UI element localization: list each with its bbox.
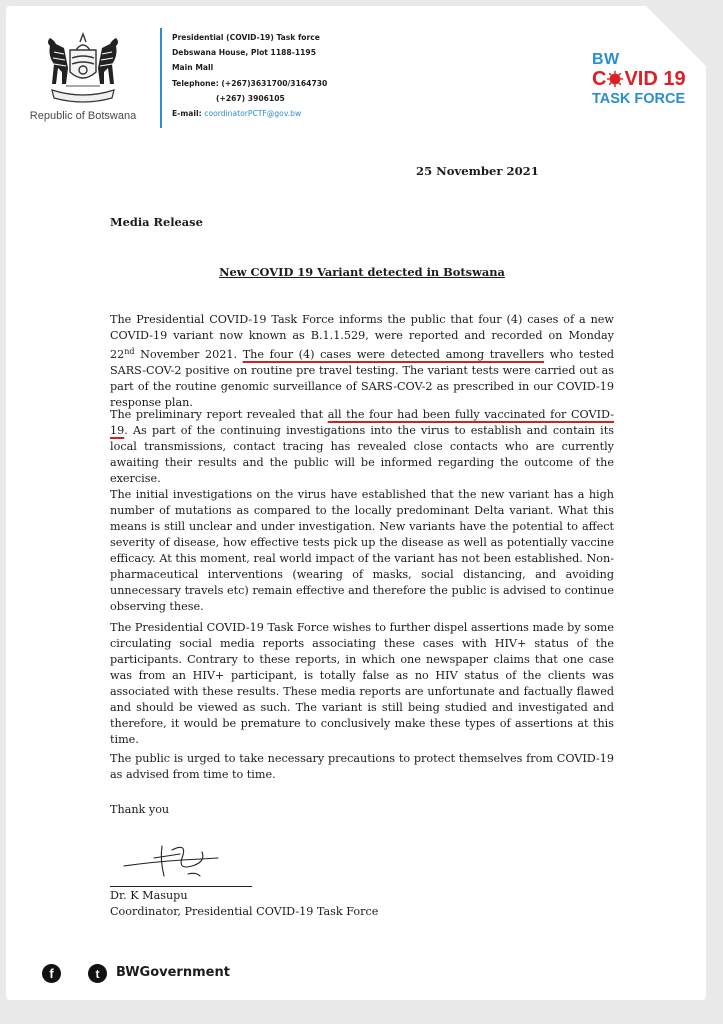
logo-covid-text <box>592 69 708 89</box>
paragraph-2 <box>110 407 614 487</box>
paragraph-1 <box>110 312 614 411</box>
contact-line-mall: Main Mall <box>172 63 214 73</box>
paragraph-5: The public is urged to take necessary precautions to protect themselves from COVID-19 as advised from time to time. <box>110 752 614 781</box>
paragraph-4: The Presidential COVID-19 Task Force wishes to further dispel assertions made by some circulating social media reports associating these cases with HIV+ status of the participants. Contrary to these reports, in which one newspaper claims that one case was from an HIV+ participant, is totally false as no HIV status of the clients was associated with these results. These media reports are unfortunate and factually flawed and should be viewed as such. The variant is still being studied and investigated and therefore, it would be premature to conclusively make these types of assertions at this time. <box>110 621 614 746</box>
signer-name: Dr. K Masupu <box>110 889 188 902</box>
paragraph-3: The initial investigations on the virus have established that the new variant has a high number of mutations as compared to the locally predominant Delta variant. What this means is still unclear and under investigation. New variants have the potential to affect severity of disease, how effective tests pick up the disease as well as potentially vaccine efficacy. At this moment, real world impact of the variant has not been established. Non-pharmaceutical interventions (wearing of masks, social distancing, and avoiding unnecessary travels etc) remain effective and therefore the public is advised to continue observing these. <box>110 488 614 613</box>
logo-task-force-text: TASK FORCE <box>592 91 686 107</box>
telephone-number-1: (+267)3631700/3164730 <box>221 78 328 88</box>
social-handle[interactable]: BWGovernment <box>116 965 230 980</box>
contact-line-address: Debswana House, Plot 1188-1195 <box>172 48 316 58</box>
email-label: E-mail: <box>172 109 202 119</box>
signer-title: Coordinator, Presidential COVID-19 Task Force <box>110 905 379 918</box>
p2-highlight: all the four had been fully vaccinated for COVID-19 <box>110 408 614 437</box>
telephone-number-2: (+267) 3906105 <box>216 93 285 103</box>
header-divider <box>160 28 162 128</box>
signature-line <box>110 886 252 887</box>
logo-covid-c: C <box>592 68 607 90</box>
contact-block <box>172 30 327 121</box>
signature-icon <box>122 836 222 882</box>
p1-text-b: November 2021. <box>134 348 243 361</box>
facebook-icon[interactable]: f <box>42 964 61 983</box>
p1-superscript: nd <box>124 347 135 356</box>
media-release-label: Media Release <box>110 215 203 229</box>
covid-task-force-logo <box>592 52 708 107</box>
p2-text-a: The preliminary report revealed that <box>110 408 328 421</box>
headline: New COVID 19 Variant detected in Botswana <box>219 265 505 279</box>
contact-telephone <box>172 76 327 91</box>
coat-of-arms-block <box>28 28 138 122</box>
p2-text-b: . As part of the continuing investigations into the virus to establish and contain its local transmissions, contact tracing has revealed close contacts who are currently awaiting their results and the public will be informed regarding the outcome of the exercise. <box>110 424 614 485</box>
release-date: 25 November 2021 <box>416 164 539 178</box>
email-link[interactable]: coordinatorPCTF@gov.bw <box>204 109 302 119</box>
signer-block <box>110 888 614 920</box>
logo-bw-text: BW <box>592 51 620 68</box>
twitter-icon[interactable]: t <box>88 964 107 983</box>
virus-icon <box>606 70 624 88</box>
p1-text-c: who tested SARS-COV-2 positive on routine pre travel testing. The variant tests were carried out as part of the routine genomic surveillance of SARS-COV-2 as prescribed in our COVID-19 response plan. <box>110 348 615 409</box>
p1-highlight: The four (4) cases were detected among travellers <box>242 348 545 361</box>
thank-you: Thank you <box>110 803 170 816</box>
logo-covid-rest: VID 19 <box>624 68 686 90</box>
coat-of-arms-icon <box>36 28 130 108</box>
telephone-label: Telephone: <box>172 78 219 88</box>
p1-text-a: The Presidential COVID-19 Task Force informs the public that four (4) cases of a new COVID-19 variant now known as B.1.1.529, were reported and recorded on Monday 22 <box>110 313 614 361</box>
contact-line-office: Presidential (COVID-19) Task force <box>172 33 320 42</box>
contact-email <box>172 106 327 121</box>
document-paper <box>6 6 706 1000</box>
republic-label: Republic of Botswana <box>29 110 137 122</box>
